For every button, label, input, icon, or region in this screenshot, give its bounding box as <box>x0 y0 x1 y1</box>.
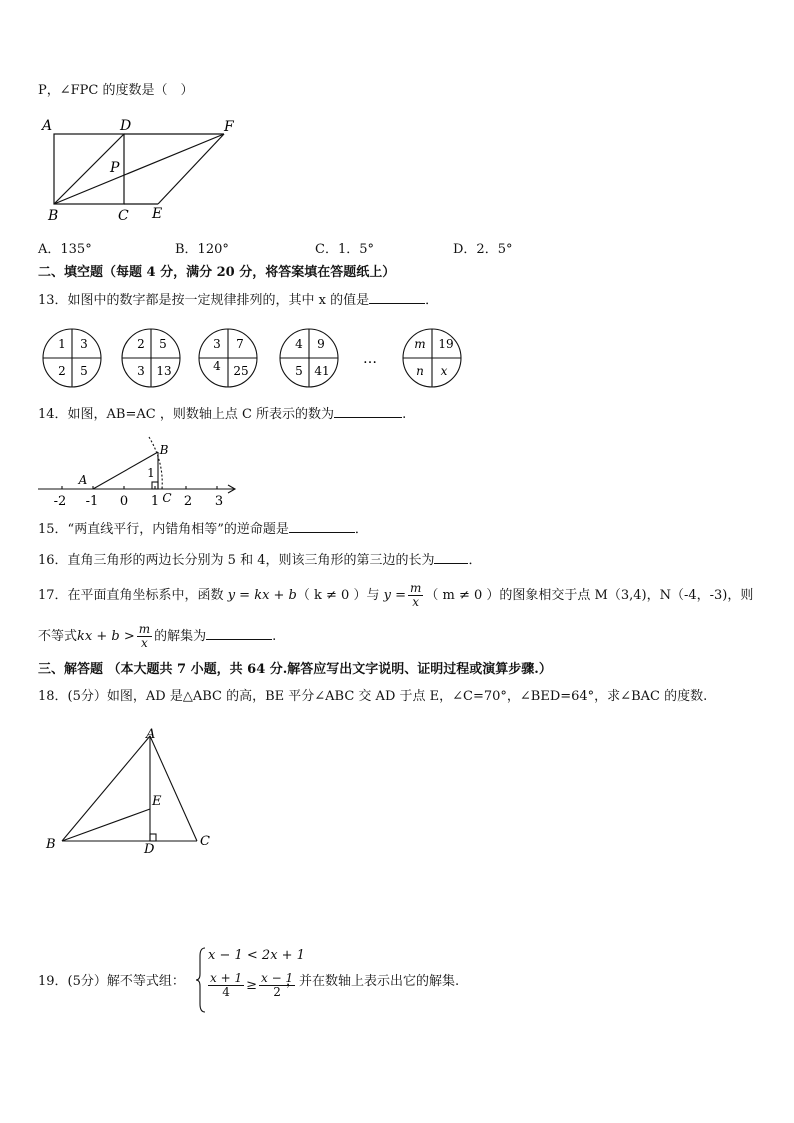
q19-row2 <box>206 972 297 999</box>
q17-line1 <box>38 581 753 611</box>
q12-label-d: D <box>120 118 132 134</box>
q19-tail: ，并在数轴上表示出它的解集. <box>286 974 460 989</box>
q18-label-e: E <box>152 794 162 809</box>
q17-inverse-function-lhs: y = <box>383 588 406 603</box>
circle5-bl: n <box>416 364 424 378</box>
q19-frac1 <box>208 972 244 999</box>
q19-left-brace <box>196 946 206 1014</box>
q17-fraction2 <box>137 623 152 650</box>
tick-neg1: -1 <box>85 494 99 509</box>
circle2-tl: 2 <box>137 337 145 351</box>
q18-text: 18．(5分）如图，AD 是△ABC 的高，BE 平分∠ABC 交 AD 于点 E，∠C=70°，∠BED=64°，求∠BAC 的度数. <box>38 689 708 704</box>
q16-tail: ． <box>468 553 482 568</box>
q14-text <box>38 405 406 424</box>
q14-tail: . <box>402 407 407 422</box>
q19-lead: 19．(5分）解不等式组： <box>38 974 185 989</box>
q14-answer-blank <box>334 405 402 418</box>
q13-ellipsis: … <box>363 351 377 367</box>
circle5-tl: m <box>414 337 426 351</box>
q17-fraction2-den: x <box>141 636 148 650</box>
circle1-bl: 2 <box>58 364 66 378</box>
q14-label-b: B <box>159 443 169 457</box>
q19-frac1-num: x + 1 <box>210 971 243 985</box>
q14-label-c: C <box>162 491 172 505</box>
q17-fraction <box>408 582 423 609</box>
q17-part1: 17．在平面直角坐标系中，函数 <box>38 588 224 603</box>
q17-cond2: （ m ≠ 0 ）的图象相交于点 M（3,4)，N（-4，-3)，则 <box>425 588 754 603</box>
circle5-br: x <box>440 364 448 378</box>
section2-heading: 二、填空题（每题 4 分，满分 20 分，将答案填在答题纸上） <box>38 265 396 280</box>
circle1-tr: 3 <box>80 337 88 351</box>
q12-label-c: C <box>118 208 129 224</box>
q19-row1: x − 1 < 2x + 1 <box>208 948 305 963</box>
q15-answer-blank <box>289 520 355 533</box>
q18-label-d: D <box>144 842 155 856</box>
circle4-bl: 5 <box>295 364 303 378</box>
q18-label-c: C <box>200 834 210 849</box>
q16-stem: 16．直角三角形的两边长分别为 5 和 4，则该三角形的第三边的长为 <box>38 553 435 568</box>
tick-1: 1 <box>150 494 160 509</box>
q12-label-p: P <box>110 160 120 176</box>
q12-label-e: E <box>152 206 163 222</box>
circle3-br: 25 <box>233 364 249 378</box>
q19-frac2-den: 2 <box>273 985 281 999</box>
q19-frac1-den: 4 <box>222 985 230 999</box>
q17-line2 <box>38 622 276 652</box>
q12-label-b: B <box>48 208 59 224</box>
q15-tail: ． <box>354 522 368 537</box>
q19-ge-sign: ≥ <box>246 978 257 993</box>
q12-label-f: F <box>224 119 234 135</box>
q18-label-a: A <box>146 727 156 742</box>
q12-option-b: B．120° <box>175 242 229 257</box>
circle3-tl: 3 <box>213 337 221 351</box>
circle3-tr: 7 <box>236 337 244 351</box>
circle2-bl: 3 <box>137 364 145 378</box>
q13-text <box>38 291 438 310</box>
q17-linear-function: y = kx + b <box>227 588 297 603</box>
q15-stem: 15．“两直线平行，内错角相等”的逆命题是 <box>38 522 289 537</box>
q17-answer-blank <box>206 627 272 640</box>
circle1-tl: 1 <box>58 337 66 351</box>
q12-option-c: C．1．5° <box>315 242 374 257</box>
q17-fraction2-num: m <box>138 622 151 636</box>
q17-cond1: （ k ≠ 0 ）与 <box>296 588 380 603</box>
circle4-tl: 4 <box>295 337 303 351</box>
q12-label-a: A <box>42 118 53 134</box>
q12-option-d: D．2．5° <box>453 242 513 257</box>
q12-stem: P，∠FPC 的度数是（ ） <box>38 83 194 98</box>
q14-label-a: A <box>78 473 88 487</box>
section3-heading: 三、解答题 （本大题共 7 小题，共 64 分.解答应写出文字说明、证明过程或演算步骤.） <box>38 662 552 677</box>
q15-text <box>38 520 368 539</box>
circle4-br: 41 <box>314 364 330 378</box>
q14-label-one: 1 <box>147 466 155 480</box>
q13-tail: ． <box>425 293 439 308</box>
tick-3: 3 <box>214 494 224 509</box>
circle2-br: 13 <box>156 364 172 378</box>
q13-answer-blank <box>369 291 425 304</box>
q16-answer-blank <box>434 551 468 564</box>
q17-tail: . <box>272 629 277 644</box>
q18-label-b: B <box>46 837 56 852</box>
tick-neg2: -2 <box>53 494 67 509</box>
circle2-tr: 5 <box>159 337 167 351</box>
q17-fraction-den: x <box>412 595 420 609</box>
circle3-bl: 4 <box>213 359 221 373</box>
q14-stem: 14．如图，AB=AC ，则数轴上点 C 所表示的数为 <box>38 407 335 422</box>
q14-numberline-figure <box>36 432 246 512</box>
q17-inequality: kx + b > <box>77 629 135 644</box>
tick-2: 2 <box>183 494 193 509</box>
q12-option-a: A．135° <box>38 242 92 257</box>
q17-fraction-num: m <box>409 581 422 595</box>
circle5-tr: 19 <box>438 337 454 351</box>
q19-frac2-num: x − 1 <box>261 971 294 985</box>
q13-stem: 13．如图中的数字都是按一定规律排列的，其中 x 的值是 <box>38 293 370 308</box>
circle4-tr: 9 <box>317 337 325 351</box>
q18-triangle-figure <box>42 726 232 856</box>
tick-0: 0 <box>119 494 129 509</box>
q17-part2b: 的解集为 <box>154 629 207 644</box>
q12-figure <box>38 112 268 227</box>
circle1-br: 5 <box>80 364 88 378</box>
q16-text <box>38 551 482 570</box>
q17-part2: 不等式 <box>38 629 78 644</box>
q13-circles <box>38 323 468 393</box>
